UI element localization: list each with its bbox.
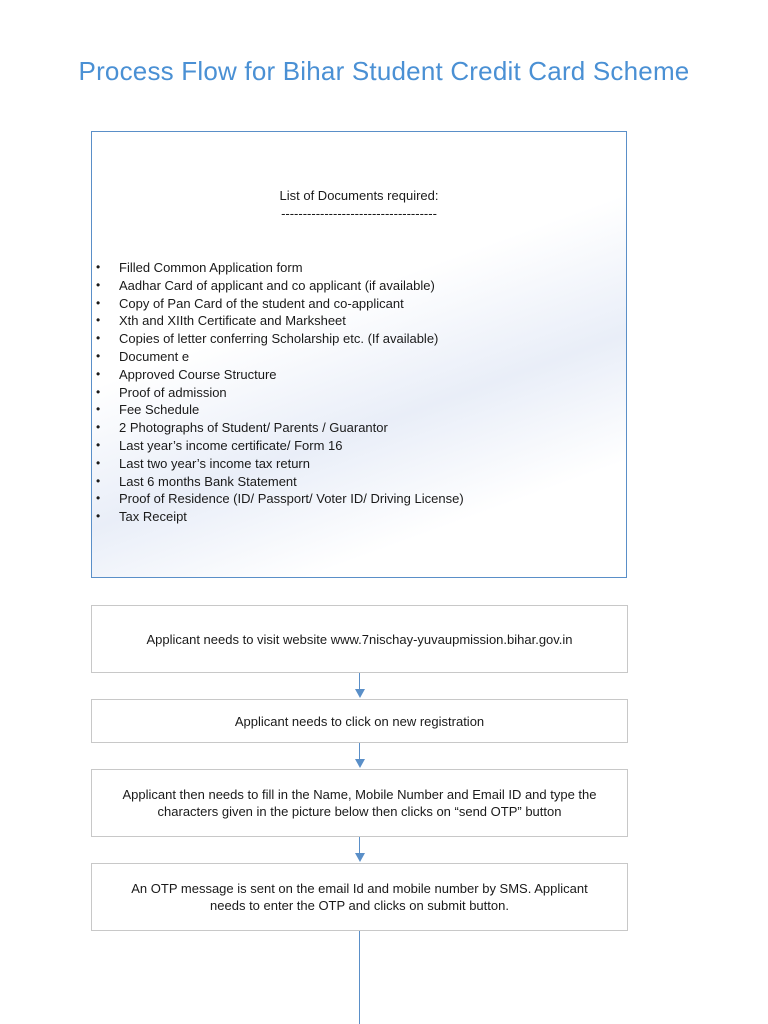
bullet-icon: •: [96, 437, 101, 452]
list-item-text: Tax Receipt: [119, 509, 187, 525]
list-item-text: Filled Common Application form: [119, 260, 303, 275]
list-item-text: Approved Course Structure: [119, 366, 277, 382]
list-item: [92, 330, 464, 348]
list-item-text: Last 6 months Bank Statement: [119, 473, 297, 489]
bullet-icon: •: [96, 473, 101, 488]
documents-box: [91, 131, 627, 578]
flow-arrow-line: [359, 743, 360, 760]
step-text: Applicant then needs to fill in the Name, Mobile Number and Email ID and type the characters given in the picture below then clicks on “send OTP” button: [122, 787, 597, 819]
step-text: Applicant needs to click on new registration: [234, 713, 485, 729]
step-visit-website: [91, 605, 628, 673]
list-item: [92, 508, 464, 526]
page-title: Process Flow for Bihar Student Credit Card Scheme: [78, 56, 690, 86]
list-item: [92, 437, 464, 455]
flow-arrow-line: [359, 837, 360, 854]
step-text: Applicant needs to visit website www.7nischay-yuvaupmission.bihar.gov.in: [146, 631, 573, 647]
bullet-icon: •: [96, 366, 101, 381]
step-text: An OTP message is sent on the email Id and mobile number by SMS. Applicant needs to enter the OTP and clicks on submit button.: [131, 881, 588, 913]
list-item-text: Document e: [119, 348, 190, 364]
arrow-down-icon: [355, 853, 365, 862]
list-item: [92, 366, 464, 384]
list-item-text: Fee Schedule: [119, 402, 200, 418]
list-item: [92, 259, 464, 277]
list-item-text: Proof of Residence (ID/ Passport/ Voter ID/ Driving License): [119, 491, 464, 507]
documents-list: [92, 259, 464, 526]
bullet-icon: •: [96, 509, 101, 524]
list-item-text: Last two year’s income tax return: [119, 455, 310, 471]
bullet-icon: •: [96, 331, 101, 346]
bullet-icon: •: [96, 277, 101, 292]
list-item-text: Xth and XIIth Certificate and Marksheet: [119, 313, 346, 329]
list-item: [92, 419, 464, 437]
list-item: [92, 348, 464, 366]
list-item: [92, 401, 464, 419]
step-fill-details: [91, 769, 628, 837]
list-item: [92, 384, 464, 402]
bullet-icon: •: [96, 260, 101, 274]
list-item: [92, 473, 464, 491]
list-item-text: 2 Photographs of Student/ Parents / Guarantor: [119, 420, 388, 436]
arrow-down-icon: [355, 759, 365, 768]
step-otp-submit: [91, 863, 628, 931]
documents-heading: List of Documents required:: [279, 188, 439, 203]
bullet-icon: •: [96, 313, 101, 328]
list-item: [92, 455, 464, 473]
list-item-text: Copy of Pan Card of the student and co-applicant: [119, 295, 404, 311]
step-new-registration: [91, 699, 628, 743]
list-item: [92, 490, 464, 508]
arrow-down-icon: [355, 689, 365, 698]
list-item-text: Copies of letter conferring Scholarship etc. (If available): [119, 331, 439, 347]
bullet-icon: •: [96, 491, 101, 506]
flow-arrow-line: [359, 931, 360, 1024]
documents-heading-rule: ------------------------------------: [281, 206, 437, 221]
list-item: [92, 277, 464, 295]
bullet-icon: •: [96, 348, 101, 363]
list-item-text: Last year’s income certificate/ Form 16: [119, 437, 343, 453]
list-item-text: Aadhar Card of applicant and co applicant (if available): [119, 277, 435, 293]
bullet-icon: •: [96, 402, 101, 417]
list-item-text: Proof of admission: [119, 384, 227, 400]
list-item: [92, 312, 464, 330]
list-item: [92, 295, 464, 313]
bullet-icon: •: [96, 420, 101, 435]
bullet-icon: •: [96, 455, 101, 470]
bullet-icon: •: [96, 295, 101, 310]
bullet-icon: •: [96, 384, 101, 399]
